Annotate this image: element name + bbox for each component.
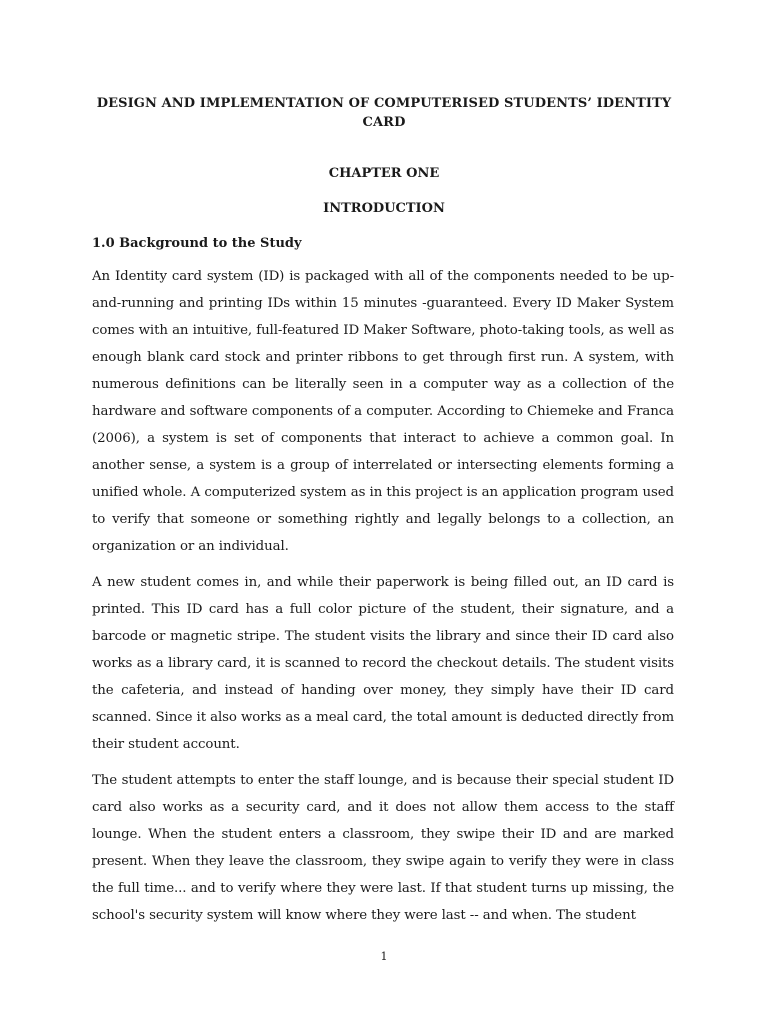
body-paragraph: The student attempts to enter the staff lounge, and is because their special student ID card also works as a security card, and it does not allow them access to the staff lounge. When the student enters a classroom, they swipe their ID and are marked present. When they leave the classroom, they swipe again to verify they were in class the full time... and to verify where they were last. If that student turns up missing, the school's security system will know where they were last -- and when. The student xyxy=(92,773,674,923)
section-title: INTRODUCTION xyxy=(323,201,445,216)
body-paragraph: A new student comes in, and while their paperwork is being filled out, an ID card is printed. This ID card has a full color picture of the student, their signature, and a barcode or magnetic stripe. The student visits the library and since their ID card also works as a library card, it is scanned to record the checkout details. The student visits the cafeteria, and instead of handing over money, they simply have their ID card scanned. Since it also works as a meal card, the total amount is deducted directly from their student account. xyxy=(92,575,674,752)
body-paragraph: An Identity card system (ID) is packaged with all of the components needed to be up-and-running and printing IDs within 15 minutes -guaranteed. Every ID Maker System comes with an intuitive, full-featured ID Maker Software, photo-taking tools, as well as enough blank card stock and printer ribbons to get through first run. A system, with numerous definitions can be literally seen in a computer way as a collection of the hardware and software components of a computer. According to Chiemeke and Franca (2006), a system is set of components that interact to achieve a common goal. In another sense, a system is a group of interrelated or intersecting elements forming a unified whole. A computerized system as in this project is an application program used to verify that someone or something rightly and legally belongs to a collection, an organization or an individual. xyxy=(92,269,674,554)
chapter-heading: CHAPTER ONE xyxy=(328,166,440,181)
subsection-heading: 1.0 Background to the Study xyxy=(92,236,302,251)
document-title: DESIGN AND IMPLEMENTATION OF COMPUTERISED STUDENTS’ IDENTITY CARD xyxy=(96,96,672,130)
page-number: 1 xyxy=(380,950,388,963)
